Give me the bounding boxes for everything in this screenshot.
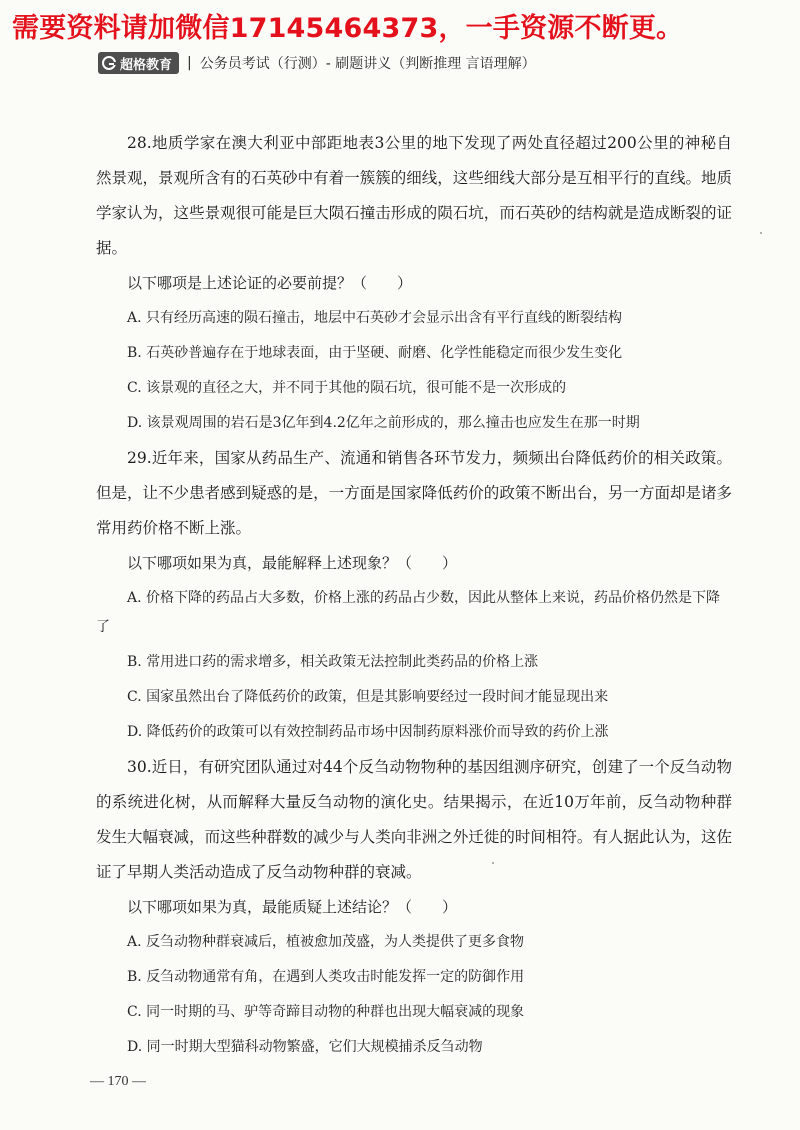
question-prompt: 以下哪项如果为真，最能解释上述现象？（ ）	[127, 554, 458, 572]
question-number: 30.	[127, 758, 152, 776]
option-c: C. 国家虽然出台了降低药价的政策，但是其影响要经过一段时间才能显现出来	[127, 689, 609, 705]
header-title: 公务员考试（行测）- 刷题讲义（判断推理 言语理解）	[199, 56, 536, 72]
question-body: 近年来，国家从药品生产、流通和销售各环节发力，频频出台降低药价的相关政策。但是，让不少患者感到疑惑的是，一方面是国家降低药价的政策不断出台，另一方面却是诸多常用药价格不断上涨。	[96, 449, 732, 537]
question-body: 地质学家在澳大利亚中部距地表3公里的地下发现了两处直径超过200公里的神秘自然景观，景观所含有的石英砂中有着一簇簇的细线，这些细线大部分是互相平行的直线。地质学家认为，这些景观很可能是巨大陨石撞击形成的陨石坑，而石英砂的结构就是造成断裂的证据。	[96, 134, 732, 257]
scan-speck	[760, 232, 762, 234]
brand-logo	[98, 52, 179, 74]
header-separator: |	[187, 55, 192, 71]
option-a: A. 价格下降的药品占大多数，价格上涨的药品占少数，因此从整体上来说，药品价格仍然是下降了	[96, 590, 721, 635]
option-a: A. 反刍动物种群衰减后，植被愈加茂盛，为人类提供了更多食物	[127, 934, 525, 950]
page-number: — 170 —	[90, 1074, 146, 1089]
option-d: D. 降低药价的政策可以有效控制药品市场中因制药原料涨价而导致的药价上涨	[127, 724, 609, 740]
option-c: C. 该景观的直径之大，并不同于其他的陨石坑，很可能不是一次形成的	[127, 380, 567, 396]
option-b: B. 常用进口药的需求增多，相关政策无法控制此类药品的价格上涨	[127, 654, 539, 670]
brand-name: 超格教育	[120, 57, 173, 73]
option-d: D. 该景观周围的岩石是3亿年到4.2亿年之前形成的，那么撞击也应发生在那一时期	[127, 415, 640, 431]
question-28	[96, 126, 732, 441]
option-b: B. 反刍动物通常有角，在遇到人类攻击时能发挥一定的防御作用	[127, 969, 525, 985]
question-prompt: 以下哪项是上述论证的必要前提？（ ）	[127, 274, 413, 292]
question-number: 29.	[127, 449, 152, 467]
option-b: B. 石英砂普遍存在于地球表面，由于坚硬、耐磨、化学性能稳定而很少发生变化	[127, 345, 623, 361]
option-a: A. 只有经历高速的陨石撞击，地层中石英砂才会显示出含有平行直线的断裂结构	[127, 310, 623, 326]
question-stem	[96, 441, 732, 546]
question-prompt: 以下哪项如果为真，最能质疑上述结论？（ ）	[127, 898, 458, 916]
question-29	[96, 441, 732, 750]
question-30	[96, 750, 732, 1065]
option-d: D. 同一时期大型猫科动物繁盛，它们大规模捕杀反刍动物	[127, 1039, 483, 1055]
question-number: 28.	[127, 134, 152, 152]
option-c: C. 同一时期的马、驴等奇蹄目动物的种群也出现大幅衰减的现象	[127, 1004, 525, 1020]
brand-logo-icon	[102, 56, 116, 70]
question-body: 近日，有研究团队通过对44个反刍动物物种的基因组测序研究，创建了一个反刍动物的系统进化树，从而解释大量反刍动物的演化史。结果揭示，在近10万年前，反刍动物种群发生大幅衰减，而这些种群数的减少与人类向非洲之外迁徙的时间相符。有人据此认为，这佐证了早期人类活动造成了反刍动物种群的衰减。	[96, 758, 732, 881]
question-stem	[96, 750, 732, 890]
scan-speck	[492, 862, 494, 864]
watermark-banner: 需要资料请加微信17145464373，一手资源不断更。	[12, 13, 684, 44]
question-stem	[96, 126, 732, 266]
page-content	[96, 126, 732, 1065]
page-header	[98, 52, 536, 74]
